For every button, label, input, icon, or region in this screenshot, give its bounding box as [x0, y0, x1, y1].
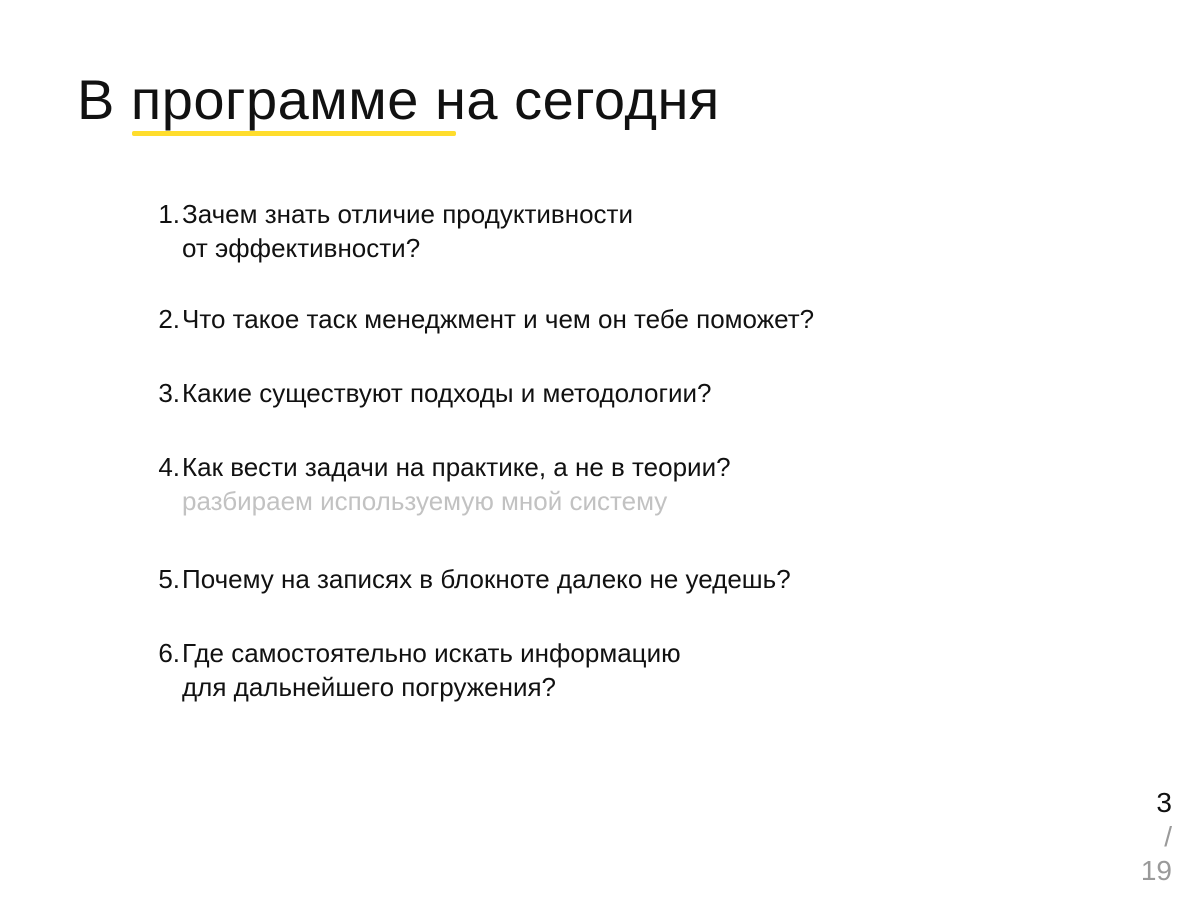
- agenda-item-text: Где самостоятельно искать информацию: [182, 638, 681, 668]
- agenda-item-number: 1.: [158, 199, 180, 229]
- agenda-item-text: Как вести задачи на практике, а не в теории?: [182, 452, 731, 482]
- agenda-item-5: [148, 562, 791, 596]
- agenda-item-6: [148, 636, 681, 704]
- agenda-item-text: для дальнейшего погружения?: [182, 672, 557, 702]
- page-total: 19: [1140, 855, 1172, 886]
- agenda-item-number: 3.: [158, 378, 180, 408]
- agenda-item-number: 4.: [158, 452, 180, 482]
- page-current: 3: [1156, 787, 1172, 818]
- agenda-item-4: [148, 450, 731, 518]
- agenda-item-number: 5.: [158, 564, 180, 594]
- agenda-item-1: [148, 197, 633, 265]
- agenda-item-text: Зачем знать отличие продуктивности: [182, 199, 633, 229]
- agenda-item-note: разбираем используемую мной систему: [182, 486, 668, 516]
- slide-title: В программе на сегодня: [77, 68, 720, 131]
- agenda-item-number: 6.: [158, 638, 180, 668]
- title-underline: [132, 131, 456, 136]
- agenda-item-number: 2.: [158, 304, 180, 334]
- page-counter: [1132, 786, 1172, 888]
- agenda-item-3: [148, 376, 711, 410]
- agenda-item-2: [148, 302, 814, 336]
- agenda-item-text: от эффективности?: [182, 233, 421, 263]
- page-separator: /: [1164, 821, 1172, 852]
- agenda-item-text: Что такое таск менеджмент и чем он тебе поможет?: [182, 304, 815, 334]
- agenda-item-text: Почему на записях в блокноте далеко не уедешь?: [182, 564, 791, 594]
- agenda-item-text: Какие существуют подходы и методологии?: [182, 378, 712, 408]
